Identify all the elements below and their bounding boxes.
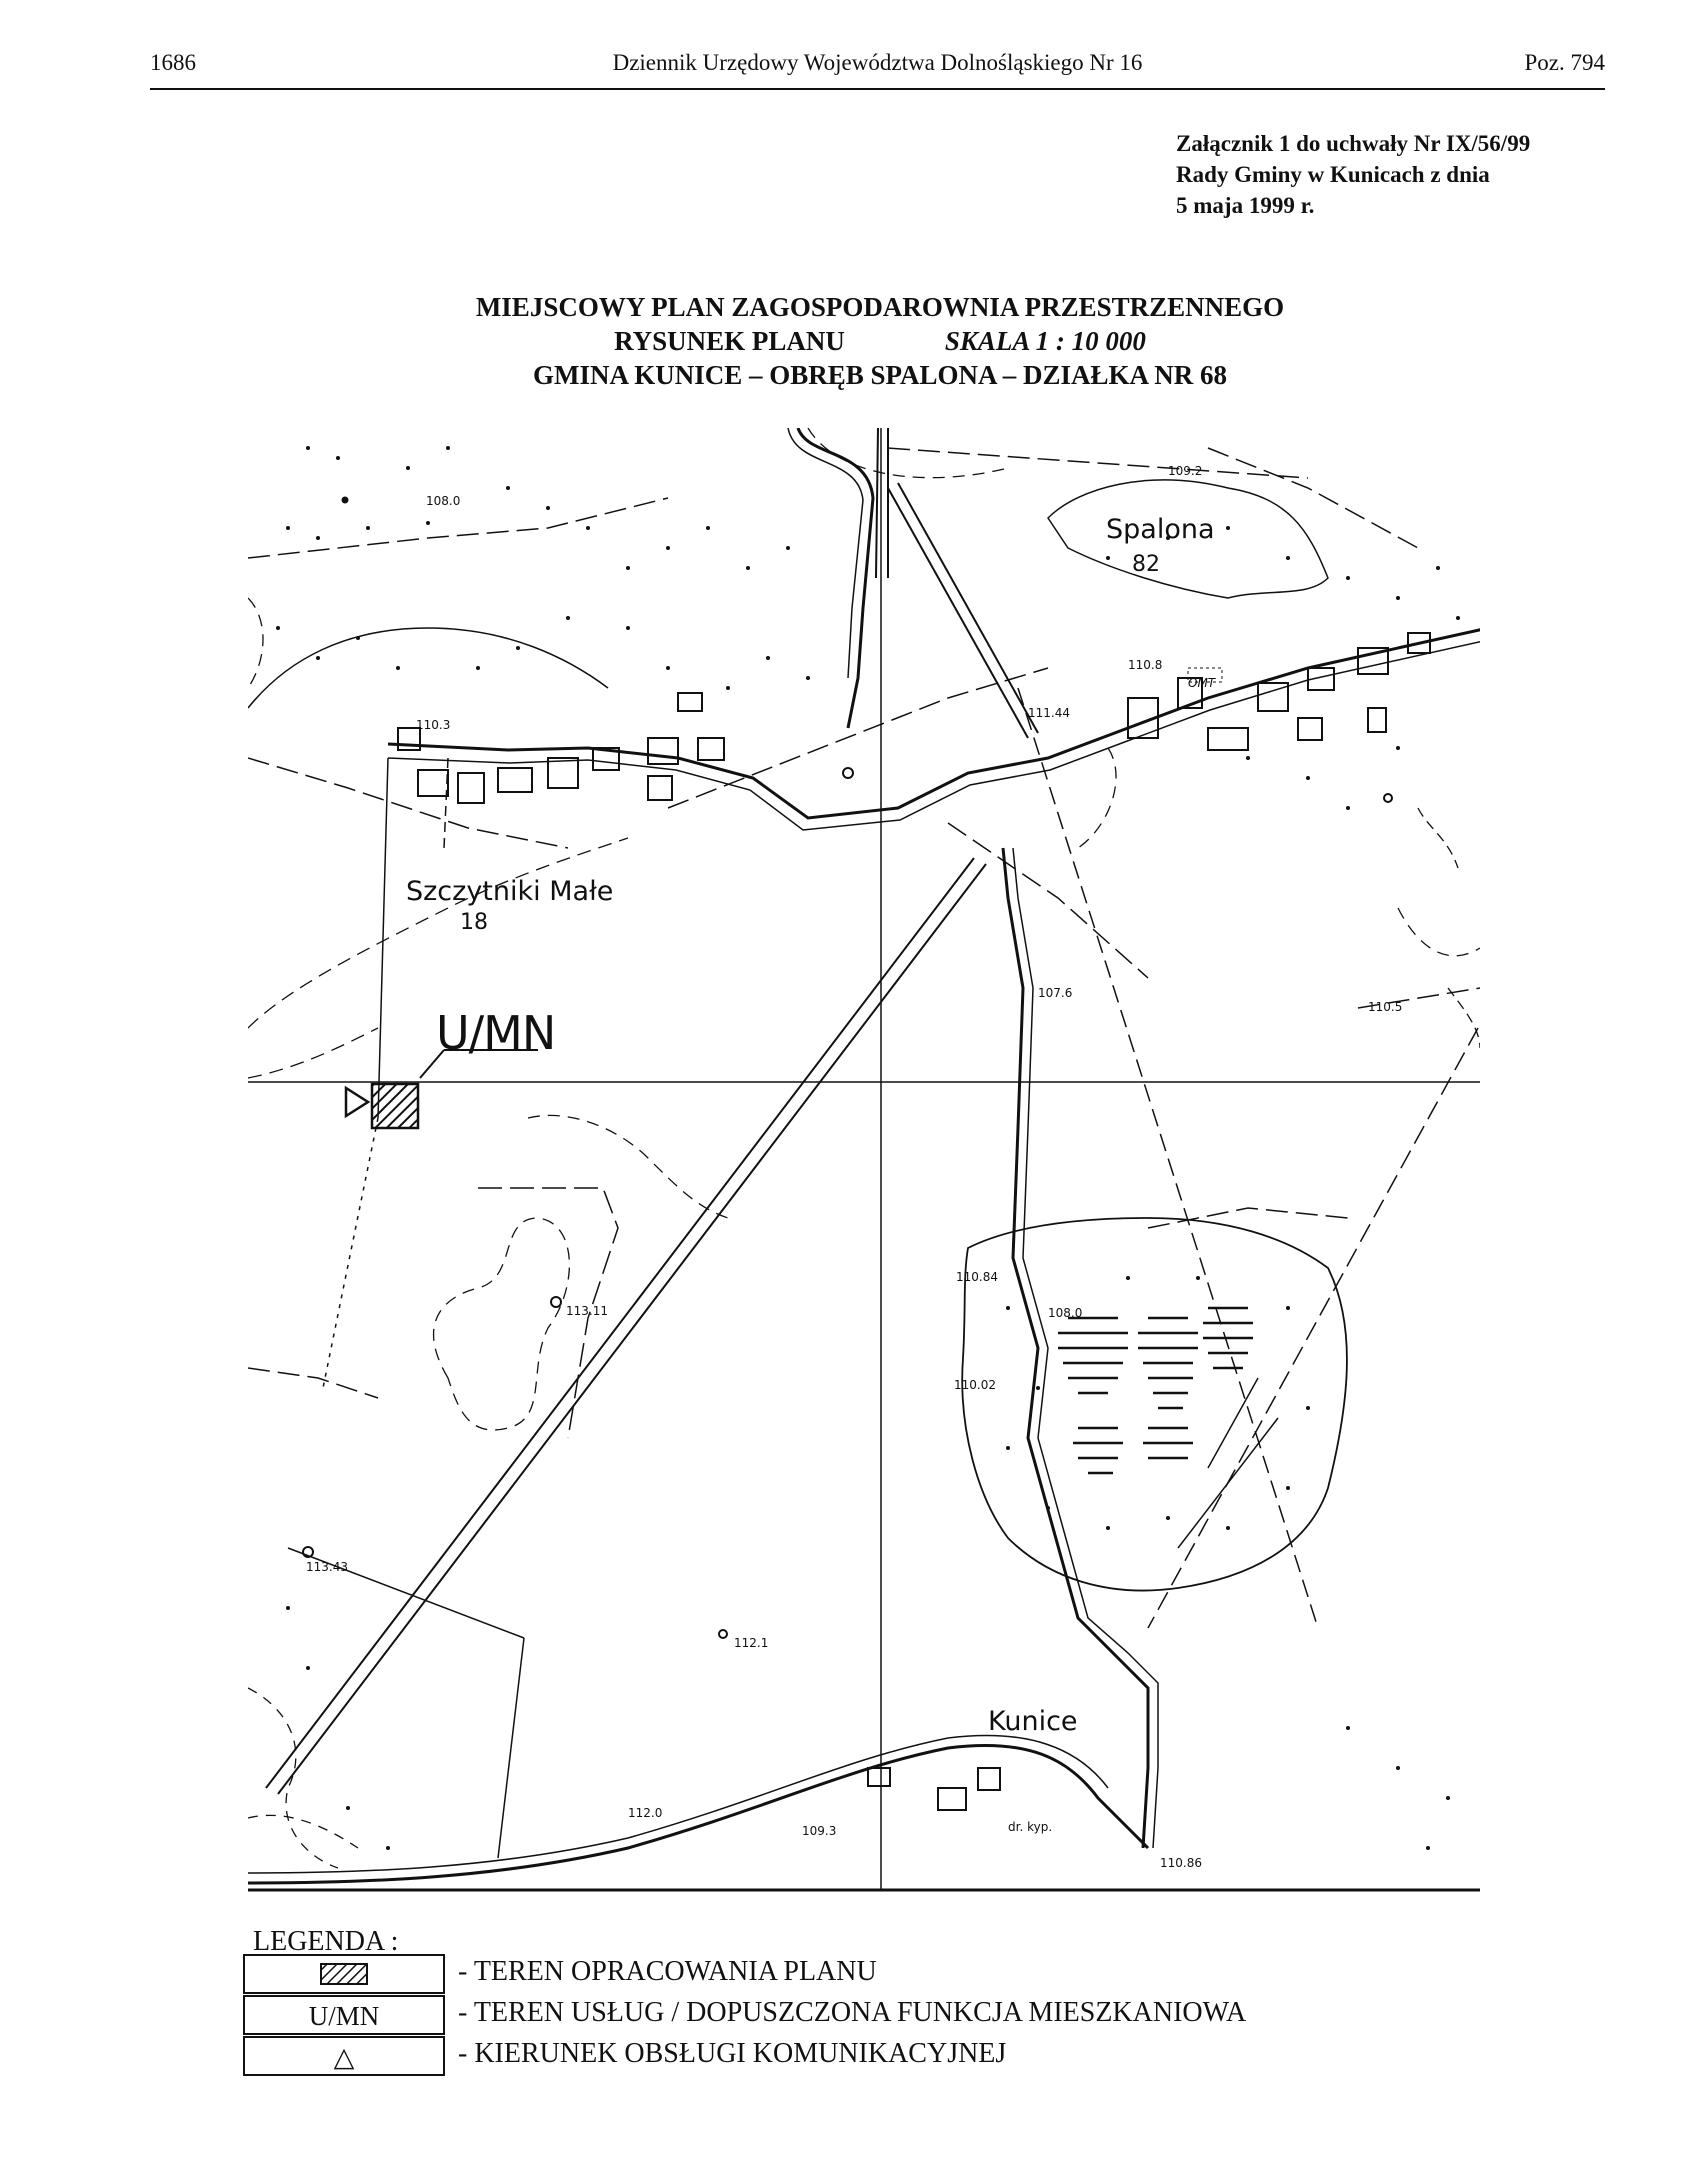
plan-area-parcel: [372, 1084, 418, 1128]
elevation-label: 109.2: [1168, 464, 1203, 478]
plan-map: [248, 428, 1480, 1906]
annex-note: [1176, 128, 1606, 221]
map-scatter-symbols: [276, 446, 1460, 1850]
kyp-label: dr. kyp.: [1008, 1820, 1053, 1834]
diagonal-road-2: [278, 864, 986, 1794]
zone-label-umn: U/MN: [436, 1006, 556, 1060]
forest-outline: [962, 1218, 1347, 1591]
access-direction-marker: [346, 1088, 368, 1116]
elevation-label: 112.0: [628, 1806, 663, 1820]
legend-title: LEGENDA :: [253, 1926, 399, 1957]
north-road-a: [876, 428, 878, 578]
elevation-label: 110.5: [1368, 1000, 1403, 1014]
omt-label: OMT: [1188, 676, 1216, 690]
elevation-label: 109.3: [802, 1824, 837, 1838]
legend-label-umn: - TEREN USŁUG / DOPUSZCZONA FUNKCJA MIESZKANIOWA: [458, 1997, 1247, 2028]
north-winding-road: [798, 428, 873, 728]
legend-row-access: [243, 2036, 445, 2076]
legend-symbol-umn: U/MN: [308, 2001, 380, 2031]
elevation-label: 108.0: [1048, 1306, 1083, 1320]
legend-row-plan-area: [243, 1954, 445, 1994]
legend-row-umn: [243, 1995, 445, 2035]
hatched-rectangle-icon: [245, 1956, 443, 1992]
elevation-label: 107.6: [1038, 986, 1073, 1000]
place-name-szczytniki: Szczytniki Małe: [406, 876, 614, 907]
annex-line-3: 5 maja 1999 r.: [1176, 193, 1315, 218]
annex-line-2: Rady Gminy w Kunicach z dnia: [1176, 162, 1490, 187]
elevation-label: 110.86: [1160, 1856, 1202, 1870]
place-name-spalona: Spalona: [1106, 514, 1215, 545]
scale-label: SKALA 1 : 10 000: [944, 326, 1146, 356]
elevation-label: 113.11: [566, 1304, 608, 1318]
place-name-kunice: Kunice: [988, 1706, 1078, 1737]
page-header: [150, 48, 1605, 90]
rail-line-b: [898, 483, 1038, 733]
place-number-spalona: 82: [1132, 552, 1160, 577]
drawing-label: RYSUNEK PLANU: [614, 326, 845, 356]
journal-title: Dziennik Urzędowy Województwa Dolnośląskiego Nr 16: [612, 50, 1143, 75]
elevation-label: 110.8: [1128, 658, 1163, 672]
triangle-icon: △: [333, 2042, 355, 2072]
title-line-2: [250, 324, 1510, 358]
legend-label-access: - KIERUNEK OBSŁUGI KOMUNIKACYJNEJ: [458, 2038, 1007, 2069]
rail-line-a: [888, 488, 1028, 738]
legend-label-plan-area: - TEREN OPRACOWANIA PLANU: [458, 1956, 877, 1987]
elevation-label: 111.44: [1028, 706, 1070, 720]
place-number-szczytniki: 18: [460, 910, 488, 935]
right-diagonal-line: [1018, 688, 1318, 1628]
map-drawing: [248, 428, 1480, 1906]
plan-title: [250, 290, 1510, 392]
title-line-3: GMINA KUNICE – OBRĘB SPALONA – DZIAŁKA NR 68: [532, 360, 1228, 390]
legend-table: [243, 1954, 448, 2077]
annex-line-1: Załącznik 1 do uchwały Nr IX/56/99: [1176, 131, 1531, 156]
elevation-label: 110.02: [954, 1378, 996, 1392]
title-line-1: MIEJSCOWY PLAN ZAGOSPODAROWNIA PRZESTRZENNEGO: [475, 292, 1285, 322]
elevation-label: 110.3: [416, 718, 451, 732]
kunice-road: [248, 1745, 1148, 1883]
position-number: Poz. 794: [1524, 50, 1605, 75]
village-road: [388, 628, 1480, 818]
elevation-label: 108.0: [426, 494, 461, 508]
page-number: 1686: [150, 50, 196, 75]
diagonal-road-1: [266, 858, 974, 1788]
elevation-label: 110.84: [956, 1270, 998, 1284]
elevation-label: 113.43: [306, 1560, 348, 1574]
elevation-label: 112.1: [734, 1636, 769, 1650]
